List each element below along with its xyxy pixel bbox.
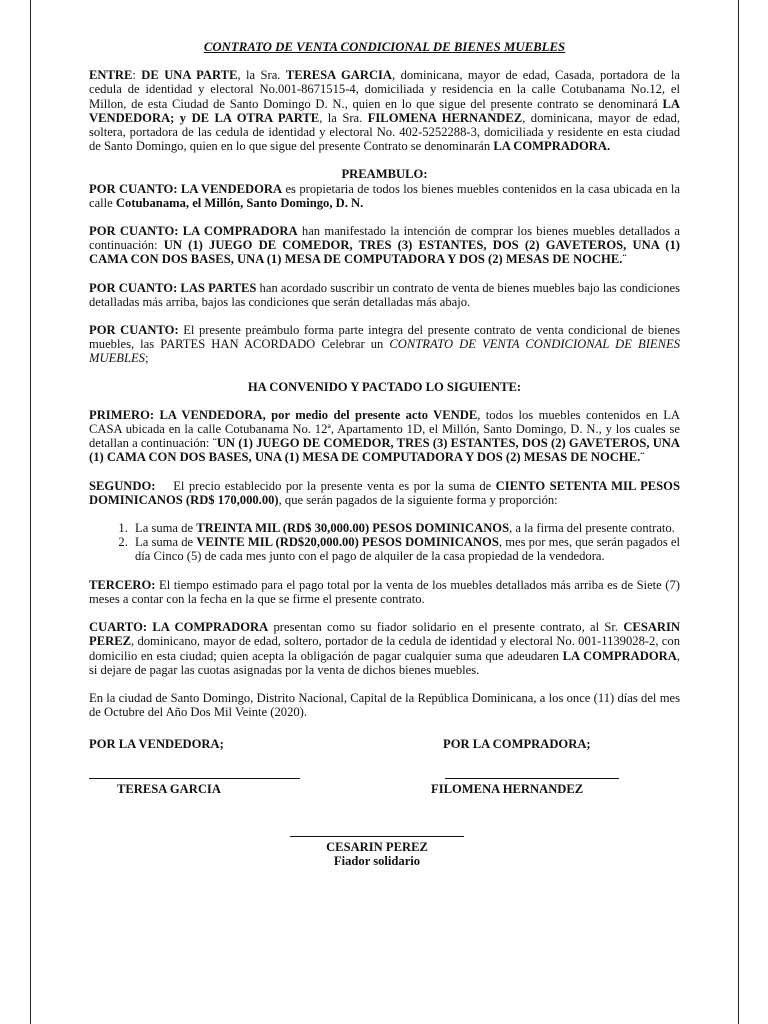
whereas-1: [89, 182, 680, 210]
whereas-label: POR CUANTO: LA COMPRADORA: [89, 224, 298, 239]
clause-label: CUARTO: LA COMPRADORA: [89, 620, 269, 635]
text-span: , dominicano, mayor de edad, soltero, portador de la cedula de identidad y electoral No. 001-1139028-2, con domicilio en esta ciudad; quien acepta la obligación de pagar cualquier suma que adeudaren: [89, 634, 680, 663]
text-span: es propietaria de todos los bienes muebles contenidos en la casa ubicada en la calle: [89, 181, 680, 210]
guarantor-signature-line: [290, 836, 464, 837]
payment-list: [89, 521, 680, 564]
clause-third: [89, 578, 680, 606]
guarantor-name: CESARIN PEREZ: [89, 620, 681, 649]
whereas-3: [89, 281, 680, 309]
seller-signature-heading: POR LA VENDEDORA;: [89, 737, 224, 752]
seller-role: LA VENDEDORA: [89, 96, 680, 125]
guarantor-role-label: Fiador solidario: [333, 854, 421, 869]
seller-name: TERESA GARCIA: [285, 68, 393, 83]
contract-document: [89, 40, 680, 897]
buyer-role: LA COMPRADORA: [562, 648, 677, 663]
text-span: , la Sra.: [237, 68, 286, 83]
whereas-4: [89, 323, 680, 366]
entre-label: ENTRE: [89, 68, 133, 83]
clause-label: SEGUNDO:: [89, 478, 156, 493]
payment-amount: TREINTA MIL (RD$ 30,000.00) PESOS DOMINICANOS: [196, 521, 510, 536]
page-edge-right: [738, 0, 739, 1024]
contract-name-italic: CONTRATO DE VENTA CONDICIONAL DE BIENES MUEBLES: [89, 337, 680, 366]
text-span: , la Sra.: [319, 110, 368, 125]
buyer-signature-line: [445, 778, 619, 779]
text-span: , mes por mes, que serán pagados el día Cinco (5) de cada mes junto con el pago de alquiler de la casa propiedad de la vendedora.: [135, 535, 681, 564]
buyer-role: LA COMPRADORA.: [493, 139, 611, 154]
document-title: CONTRATO DE VENTA CONDICIONAL DE BIENES MUEBLES: [203, 40, 566, 54]
signature-area: [89, 737, 680, 897]
text-span: La suma de: [135, 521, 197, 536]
text-span: La suma de: [135, 535, 197, 550]
furniture-list: ¨UN (1) JUEGO DE COMEDOR, TRES (3) ESTANTES, DOS (2) GAVETEROS, UNA (1) CAMA CON DOS BASES, UNA (1) MESA DE COMPUTADORA Y DOS (2) MESAS DE NOCHE.¨: [89, 436, 680, 465]
text-span: , dominicana, mayor de edad, soltera, portadora de las cedula de identidad y electoral No. 402-5252288-3, domiciliada y residente en esta ciudad de Santo Domingo, quien en lo que sigue del presente Contrato se denominarán: [89, 110, 680, 154]
furniture-list: UN (1) JUEGO DE COMEDOR, TRES (3) ESTANTES, DOS (2) GAVETEROS, UNA (1) CAMA CON DOS BASES, UNA (1) MESA DE COMPUTADORA Y DOS (2) MESAS DE NOCHE.¨: [89, 238, 680, 267]
address-text: Cotubanama, el Millón, Santo Domingo, D. N.: [115, 195, 364, 210]
text-span: han acordado suscribir un contrato de venta de bienes muebles bajo las condiciones detalladas más arriba, bajos las condiciones que serán detalladas más abajo.: [89, 280, 680, 309]
preamble-heading: PREAMBULO:: [341, 167, 428, 182]
text-span: ;: [144, 351, 149, 366]
text-span: El presente preámbulo forma parte integra del presente contrato de venta condicional de bienes muebles, las PARTES HAN ACORDADO Celebrar un: [89, 323, 680, 352]
clause-fourth: [89, 620, 680, 677]
list-item: [131, 535, 680, 563]
text-span: presentan como su fiador solidario en el presente contrato, al Sr.: [268, 620, 624, 635]
second-party-label: DE LA OTRA PARTE: [191, 110, 320, 125]
payment-amount: VEINTE MIL (RD$20,000.00) PESOS DOMINICANOS: [196, 535, 499, 550]
clause-label: PRIMERO: LA VENDEDORA, por medio del presente acto VENDE: [89, 407, 478, 422]
text-span: , si dejare de pagar las cuotas asignadas por la venta de dichos bienes muebles.: [89, 648, 680, 677]
whereas-label: POR CUANTO:: [89, 323, 179, 338]
text-span: , dominicana, mayor de edad, Casada, portadora de la cedula de identidad y electoral No.001-8671515-4, domiciliada y residencia en la calle Cotubanama No.12, el Millon, de esta Ciudad de Santo Domingo D. N., quien en lo que sigue del presente contrato se denominará: [89, 68, 680, 111]
text-span: :: [132, 68, 142, 83]
text-span: , todos los muebles contenidos en LA CASA ubicada en la calle Cotubanama No. 12ª, Apartamento 1D, el Millón, Santo Domingo, D. N., y los cuales se detallan a continuación:: [89, 407, 680, 451]
seller-signature-line: [89, 778, 300, 779]
clause-second: [89, 479, 680, 507]
clause-label: TERCERO:: [89, 577, 156, 592]
whereas-label: POR CUANTO: LA VENDEDORA: [89, 181, 283, 196]
text-span: El precio establecido por la presente venta es por la suma de: [155, 478, 496, 493]
agreement-heading: HA CONVENIDO Y PACTADO LO SIGUIENTE:: [247, 379, 522, 394]
buyer-name: FILOMENA HERNANDEZ: [367, 110, 523, 125]
text-span: , a la firma del presente contrato.: [509, 521, 675, 536]
whereas-label: POR CUANTO: LAS PARTES: [89, 280, 257, 295]
seller-signature-name: TERESA GARCIA: [117, 782, 221, 797]
buyer-signature-heading: POR LA COMPRADORA;: [443, 737, 591, 752]
guarantor-signature-name: CESARIN PEREZ: [326, 840, 428, 855]
list-item: [131, 521, 680, 535]
text-span: , que serán pagados de la siguiente forma y proporción:: [278, 492, 558, 507]
text-span: El tiempo estimado para el pago total por la venta de los muebles detallados más arriba es de Siete (7) meses a contar con la fecha en la que se firme el presente contrato.: [89, 577, 680, 606]
price-amount: CIENTO SETENTA MIL PESOS DOMINICANOS (RD$ 170,000.00): [89, 478, 680, 507]
closing-paragraph: En la ciudad de Santo Domingo, Distrito Nacional, Capital de la República Dominicana, a los once (11) días del mes de Octubre del Año Dos Mil Veinte (2020).: [89, 690, 680, 720]
text-span: ; y: [170, 110, 192, 125]
clause-first: [89, 408, 680, 465]
buyer-signature-name: FILOMENA HERNANDEZ: [431, 782, 584, 797]
parties-paragraph: [89, 68, 680, 153]
text-span: han manifestado la intención de comprar los bienes muebles detallados a continuación:: [89, 224, 680, 253]
whereas-2: [89, 224, 680, 267]
page-edge-left: [30, 0, 31, 1024]
first-party-label: DE UNA PARTE: [141, 68, 238, 83]
